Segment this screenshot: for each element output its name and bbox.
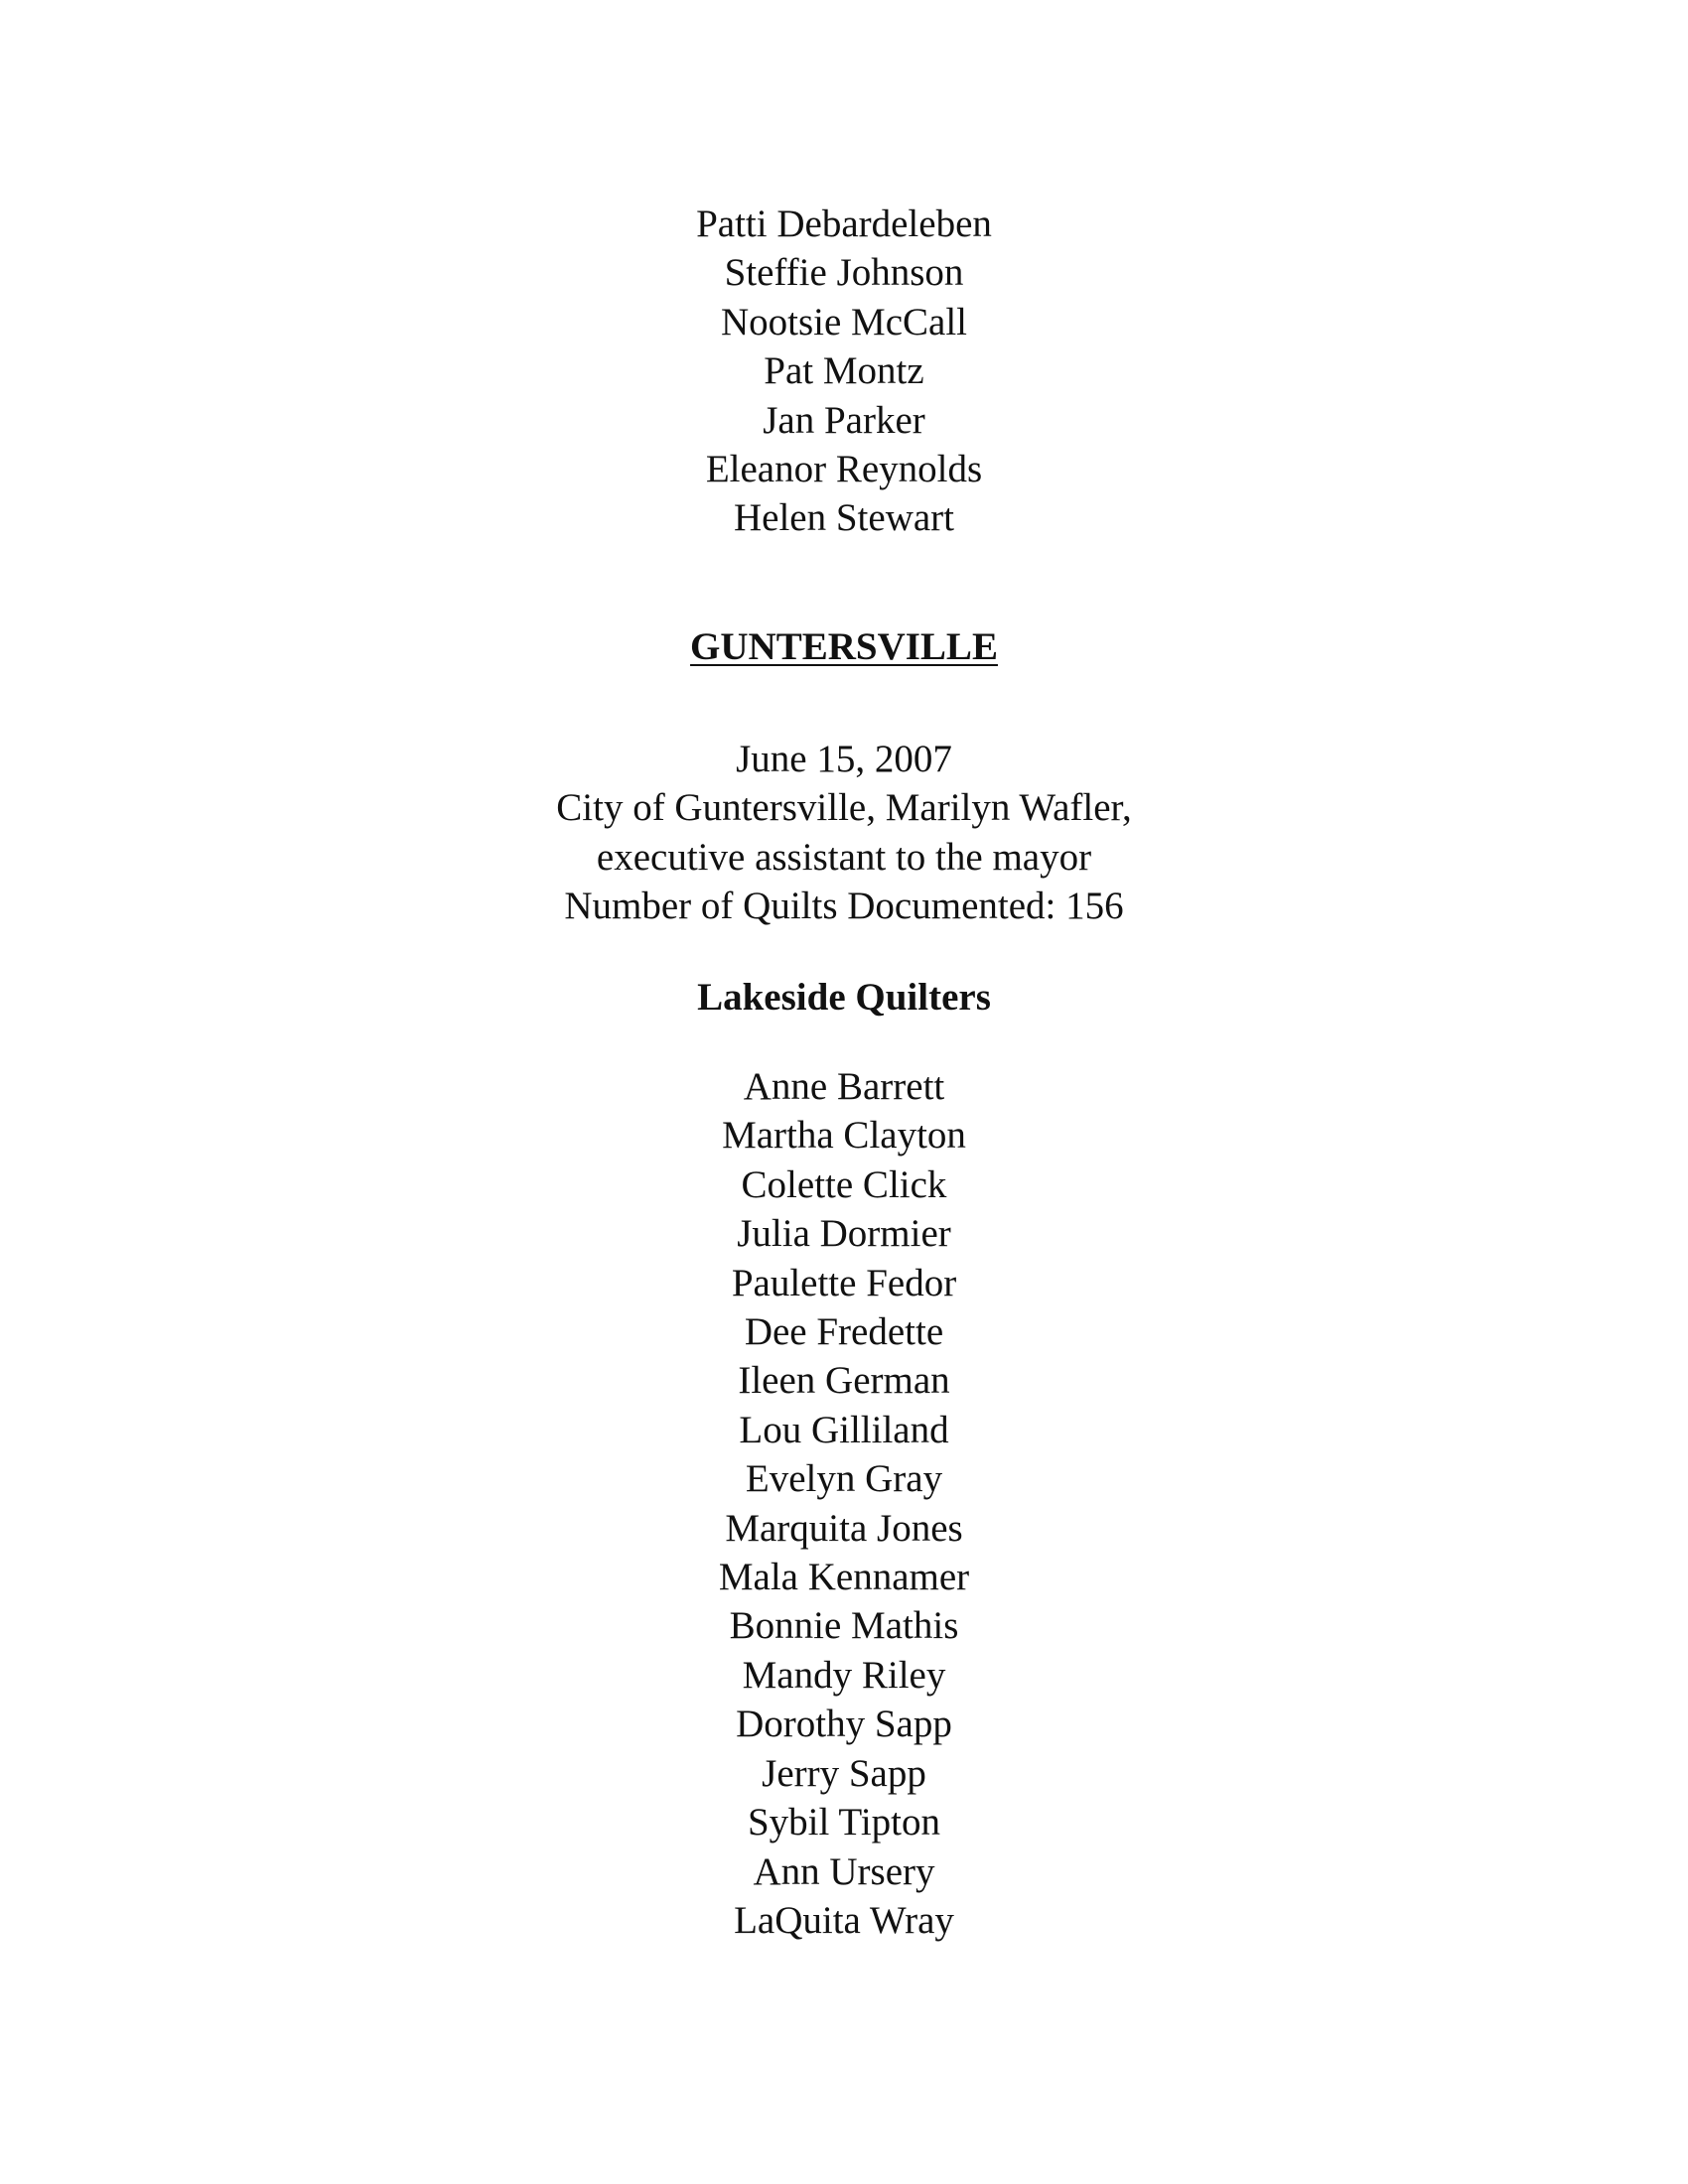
event-host-title: executive assistant to the mayor (596, 835, 1092, 879)
list-item: Jerry Sapp (762, 1751, 926, 1795)
group-heading: Lakeside Quilters (697, 976, 991, 1019)
list-item: Marquita Jones (725, 1506, 963, 1550)
list-item: Nootsie McCall (720, 300, 968, 343)
list-item: Pat Montz (764, 349, 924, 393)
list-item: Ileen German (738, 1359, 950, 1403)
list-item: Mala Kennamer (718, 1556, 970, 1599)
section-heading-text: GUNTERSVILLE (690, 625, 998, 668)
list-item: Eleanor Reynolds (705, 448, 983, 491)
list-item: Ann Ursery (753, 1849, 935, 1893)
group-member-list (0, 1062, 1688, 1945)
list-item: Anne Barrett (743, 1065, 945, 1108)
list-item: Bonnie Mathis (729, 1604, 959, 1648)
list-item: Dorothy Sapp (736, 1703, 952, 1746)
list-item: Martha Clayton (722, 1114, 966, 1158)
top-name-list (0, 200, 1688, 543)
list-item: Dee Fredette (744, 1310, 944, 1354)
list-item: LaQuita Wray (734, 1898, 954, 1942)
list-item: Evelyn Gray (745, 1457, 943, 1501)
list-item: Lou Gilliland (739, 1408, 949, 1451)
event-details (0, 735, 1688, 931)
quilts-count: Number of Quilts Documented: 156 (564, 885, 1124, 928)
event-host-line: City of Guntersville, Marilyn Wafler, (556, 786, 1132, 830)
list-item: Patti Debardeleben (696, 203, 992, 245)
list-item: Jan Parker (763, 398, 925, 442)
list-item: Mandy Riley (742, 1653, 946, 1697)
section-heading (0, 622, 1688, 672)
list-item: Colette Click (741, 1162, 947, 1206)
list-item: Sybil Tipton (747, 1801, 941, 1844)
list-item: Steffie Johnson (724, 251, 964, 295)
event-date: June 15, 2007 (736, 738, 952, 780)
list-item: Helen Stewart (733, 496, 954, 540)
list-item: Julia Dormier (737, 1212, 951, 1256)
list-item: Paulette Fedor (731, 1261, 957, 1304)
